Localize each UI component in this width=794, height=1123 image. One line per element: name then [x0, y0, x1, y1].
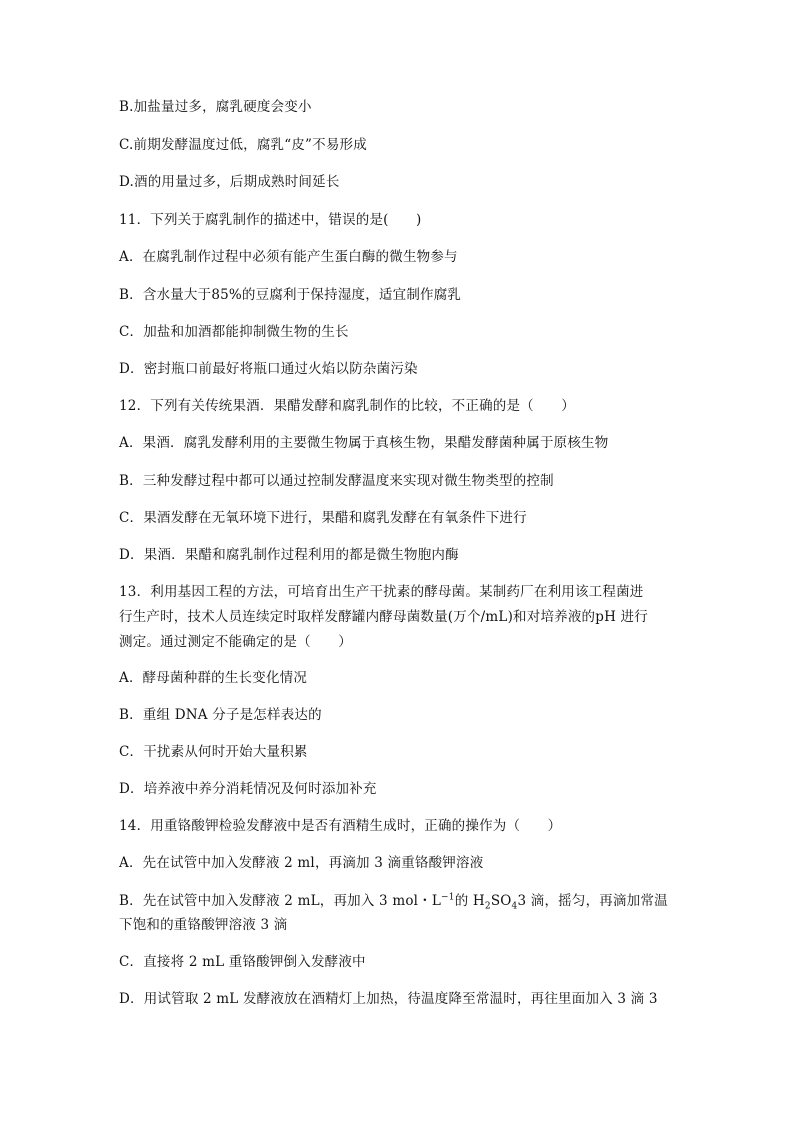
q14b-text-4: 3 滴，摇匀，再滴加常温: [517, 893, 668, 909]
q14-option-b-line-1: [119, 891, 668, 911]
q11-option-b: B．含水量大于85%的豆腐利于保持湿度，适宜制作腐乳: [119, 287, 462, 303]
question-12: 12．下列有关传统果酒．果醋发酵和腐乳制作的比较，不正确的是（ ）: [119, 398, 575, 414]
question-13-line-1: 13．利用基因工程的方法，可培育出生产干扰素的酵母菌。某制药厂在利用该工程菌进: [119, 584, 644, 600]
q14-option-b-line-2: 下饱和的重铬酸钾溶液 3 滴: [119, 917, 288, 933]
q12-option-b: B．三种发酵过程中都可以通过控制发酵温度来实现对微生物类型的控制: [119, 473, 554, 489]
q14b-text-3: SO: [490, 893, 512, 909]
q14b-text-2: 的 H: [454, 893, 485, 909]
question-11: 11．下列关于腐乳制作的描述中，错误的是( ): [119, 212, 422, 228]
q14b-text-1: B．先在试管中加入发酵液 2 mL，再加入 3 mol・L: [119, 893, 442, 909]
option-b-salt: B.加盐量过多，腐乳硬度会变小: [119, 99, 312, 115]
q12-option-a: A．果酒．腐乳发酵利用的主要微生物属于真核生物，果醋发酵菌种属于原核生物: [119, 435, 609, 451]
q13-option-d: D．培养液中养分消耗情况及何时添加补充: [119, 781, 377, 797]
q14b-subscript-1: 2: [484, 901, 491, 912]
q14-option-d: D．用试管取 2 mL 发酵液放在酒精灯上加热，待温度降至常温时，再往里面加入 3 滴 3: [119, 991, 658, 1007]
question-13-line-3: 测定。通过测定不能确定的是（ ）: [119, 634, 352, 650]
q11-option-a: A．在腐乳制作过程中必须有能产生蛋白酶的微生物参与: [119, 249, 458, 265]
q12-option-c: C．果酒发酵在无氧环境下进行，果醋和腐乳发酵在有氧条件下进行: [119, 510, 527, 526]
question-13-line-2: 行生产时，技术人员连续定时取样发酵罐内酵母菌数量(万个/mL)和对培养液的pH 进行: [119, 609, 648, 625]
option-d-alcohol: D.酒的用量过多，后期成熟时间延长: [119, 174, 340, 190]
q14-option-c: C．直接将 2 mL 重铬酸钾倒入发酵液中: [119, 954, 366, 970]
q13-option-c: C．干扰素从何时开始大量积累: [119, 744, 308, 760]
q14-option-a: A．先在试管中加入发酵液 2 ml，再滴加 3 滴重铬酸钾溶液: [119, 855, 484, 871]
q14b-subscript-2: 4: [511, 901, 518, 912]
q12-option-d: D．果酒．果醋和腐乳制作过程利用的都是微生物胞内酶: [119, 547, 459, 563]
q14b-superscript: −1: [441, 892, 455, 903]
option-c-temperature: C.前期发酵温度过低，腐乳“皮”不易形成: [119, 137, 367, 153]
q11-option-d: D．密封瓶口前最好将瓶口通过火焰以防杂菌污染: [119, 361, 418, 377]
question-14: 14．用重铬酸钾检验发酵液中是否有酒精生成时，正确的操作为（ ）: [119, 818, 562, 834]
q11-option-c: C．加盐和加酒都能抑制微生物的生长: [119, 324, 349, 340]
q13-option-a: A．酵母菌种群的生长变化情况: [119, 670, 308, 686]
q13-option-b: B．重组 DNA 分子是怎样表达的: [119, 707, 322, 723]
